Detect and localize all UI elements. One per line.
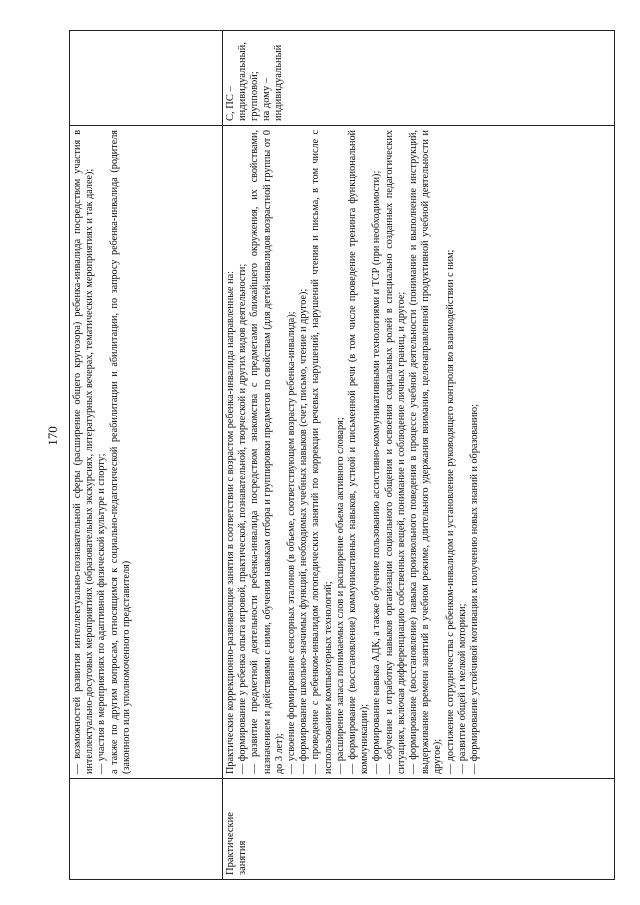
services-table <box>69 30 615 880</box>
content-paragraph: — развитие общей и мелкой моторики; <box>456 603 468 774</box>
content-paragraph: а также по другим вопросам, относящимся к социально-педагогической реабилитации и абилитации, по запросу ребенка-инвалида (родителя (законного или уполномоченного представителя) <box>108 130 132 774</box>
content-paragraph: — развитие предметной деятельности ребенка-инвалида посредством знакомства с предметами ближайшего окружения, их свойствами, назначением и действиями с ними, обучения навыкам отбора и группировки предметов по свойствам (для детей-инвалидов возрастной группы от 0 до 3 лет); <box>249 130 285 774</box>
table-row <box>223 31 615 880</box>
form-line: на дому – <box>261 77 272 121</box>
content-paragraph: — достижение сотрудничества с ребенком-инвалидом и установление руководящего контроля во взаимодействии с ним; <box>444 249 456 774</box>
row-name-cell <box>70 779 223 880</box>
form-line: индивидуальный, <box>237 42 248 121</box>
row-form-cell <box>70 31 223 126</box>
form-line: групповой; <box>249 71 260 121</box>
content-paragraph: — формирование навыка АДК, а также обучение пользованию ассистивно-коммуникативными технологиями и ТСР (при необходимости); <box>371 170 383 774</box>
content-paragraph: — формирование (восстановление) коммуникативных навыков, устной и письменной речи (в том числе проведение тренинга функциональной коммуникации); <box>347 130 371 774</box>
content-paragraph: — обучение и отработку навыков организации социального общения и освоения социальных ролей в специально созданных педагогических ситуациях, включая дифференциацию собственных вещей, понимание и соблюдение личных границ, и другое; <box>383 130 407 774</box>
form-line: С, ПС – <box>225 86 236 121</box>
content-paragraph: — формирование устойчивой мотивации к получению новых знаний и образованию; <box>469 404 481 774</box>
row-form-cell <box>223 31 615 126</box>
content-paragraph: — возможностей развития интеллектуально-познавательной сферы (расширение общего кругозора) ребенка-инвалида посредством участия в интеллектуально-досуговых мероприятиях (образовательных экскурсиях, литературных вечерах, тематических мероприятиях и так далее); <box>72 130 96 774</box>
row-name-cell: Практические занятия <box>223 779 615 880</box>
row-content-cell <box>70 126 223 779</box>
content-paragraph: Практические коррекционно-развивающие занятия в соответствии с возрастом ребенка-инвалида направленные на: <box>225 271 236 774</box>
page-number: 170 <box>45 426 60 446</box>
content-paragraph: — формирование у ребенка опыта игровой, практической, познавательной, творческой и других видов деятельности; <box>237 263 249 774</box>
content-paragraph: — участия в мероприятиях по адаптивной физической культуре и спорту; <box>96 453 108 774</box>
table-row <box>70 31 223 880</box>
content-paragraph: — формирование школьно-значимых функций, необходимых учебных навыков (счет, письмо, чтение и другое); <box>298 288 310 774</box>
row-content-cell <box>223 126 615 779</box>
content-paragraph: — усвоение формирование сенсорных эталонов (в объеме, соответствующем возрасту ребенка-инвалида); <box>286 311 298 774</box>
content-paragraph: — формирование (восстановление) навыка произвольного поведения в процессе учебной деятельности (понимание и выполнение инструкций, выдерживание времени занятий в учебном режиме, длительного удержания внимания, целенаправленной продуктивной учебной деятельности и другое); <box>408 130 444 774</box>
content-paragraph: — расширение запаса понимаемых слов и расширение объема активного словаря; <box>334 417 346 774</box>
rotated-table-page <box>69 30 615 880</box>
form-line: индивидуальный <box>273 44 284 121</box>
content-paragraph: — проведение с ребенком-инвалидом логопедических занятий по коррекции речевых нарушений, нарушений чтения и письма, в том числе с использованием компьютерных технологий; <box>310 130 334 774</box>
